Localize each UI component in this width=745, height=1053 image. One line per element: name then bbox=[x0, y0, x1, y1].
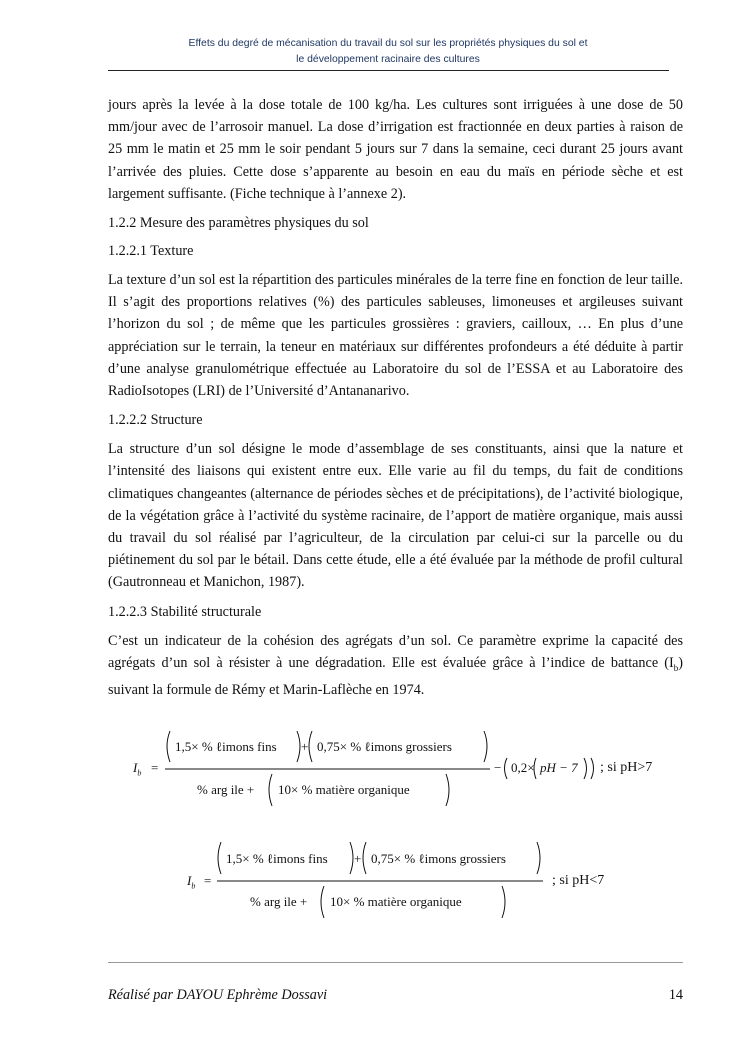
battance-subscript: b bbox=[673, 662, 679, 673]
formula2-paren-open-b bbox=[363, 842, 366, 874]
header-line-1: Effets du degré de mécanisation du travail du sol sur les propriétés physiques du sol et bbox=[188, 38, 588, 49]
formula1-denominator-b: 10× % matière organique bbox=[278, 782, 410, 797]
formula2-numerator-b: 0,75× % ℓimons grossiers bbox=[371, 851, 506, 866]
formula1-lhs: $I_b$ bbox=[133, 760, 142, 778]
subsection-heading-texture: 1.2.2.1 Texture bbox=[108, 243, 194, 260]
formula2-paren-close-c bbox=[502, 886, 505, 918]
formula2-paren-close-b bbox=[537, 842, 540, 874]
formula1-numerator-a: 1,5× % ℓimons fins bbox=[175, 739, 277, 754]
section-heading-1-2-2: 1.2.2 Mesure des paramètres physiques du sol bbox=[108, 215, 369, 232]
subsection-heading-structure: 1.2.2.2 Structure bbox=[108, 412, 203, 429]
paragraph-stabilite-part-b: ) suivant la formule de Rémy et Marin-Laflèche en 1974. bbox=[108, 654, 683, 698]
formula1-numerator-b: 0,75× % ℓimons grossiers bbox=[317, 739, 452, 754]
formula2-numerator-a: 1,5× % ℓimons fins bbox=[226, 851, 328, 866]
formula1-equals: = bbox=[151, 760, 159, 775]
formula1-condition: ; si pH>7 bbox=[600, 760, 653, 775]
formula1-minus: − bbox=[494, 760, 502, 775]
formula2-equals: = bbox=[204, 873, 212, 888]
header-line-2: le développement racinaire des cultures bbox=[296, 54, 480, 65]
page-number: 14 bbox=[668, 987, 683, 1003]
footer-rule bbox=[108, 962, 683, 963]
formula2-plus: + bbox=[354, 851, 362, 866]
paragraph-structure: La structure d’un sol désigne le mode d’assemblage de ses constituants, ainsi que la nature et l’intensité des liaisons qui existent entre eux. Elle varie au fil du temps, du fait de conditions climatiques changeantes (alternance de périodes sèches et de précipitations), de l’activité biologique, de la végétation grâce à l’activité du système racinaire, de l’apport de matière organique, mais aussi du travail du sol réalisé par l’agriculteur, de la circulation par celui-ci sur la parcelle ou du piétinement du sol par le bétail. Dans cette étude, elle a été évaluée par la méthode de profil cultural (Gautronneau et Manichon, 1987). bbox=[108, 441, 683, 591]
formula2-paren-close-a bbox=[350, 842, 353, 874]
formula2-denominator-b: 10× % matière organique bbox=[330, 894, 462, 909]
paragraph-irrigation: jours après la levée à la dose totale de 100 kg/ha. Les cultures sont irriguées à une dose de 50 mm/jour avec de l’arrosoir manuel. La dose d’irrigation est fractionnée en deux parties à raison de 25 mm le matin et 25 mm le soir pendant 5 jours sur 7 dans la semaine, ceci durant 25 jours avant l’arrivée des pluies. Cette dose s’apparente au besoin en eau du maïs en période sèche et est largement suffisante. (Fiche technique à l’annexe 2). bbox=[108, 97, 683, 202]
paragraph-texture: La texture d’un sol est la répartition des particules minérales de la terre fine en fonction de leur taille. Il s’agit des proportions relatives (%) des particules sableuses, limoneuses et argileuses suivant l’horizon du sol ; de même que les particules grossières : graviers, cailloux, … En plus d’une appréciation sur le terrain, la teneur en matériaux sur différentes profondeurs a été déduite à partir d’une analyse granulométrique effectuée au Laboratoire du sol de l’ESSA et au Laboratoire des RadioIsotopes (LRI) de l’Université d’Antananarivo. bbox=[108, 272, 683, 400]
formula2-condition: ; si pH<7 bbox=[552, 873, 605, 888]
subsection-heading-stabilite: 1.2.2.3 Stabilité structurale bbox=[108, 603, 262, 620]
formula2-paren-open-a bbox=[218, 842, 221, 874]
footer-author: Réalisé par DAYOU Ephrème Dossavi bbox=[108, 987, 328, 1003]
formula1-tail: 0,2× bbox=[511, 760, 535, 775]
formula2-denominator-a: % arg ile + bbox=[250, 894, 308, 909]
paragraph-stabilite-part-a: C’est un indicateur de la cohésion des agrégats d’un sol. Ce paramètre exprime la capacité des agrégats d’un sol à résister à une dégradation. Elle est évaluée grâce à l’indice de battance (I bbox=[108, 632, 683, 671]
formula2-paren-open-c bbox=[321, 886, 324, 918]
formula1-plus: + bbox=[301, 739, 309, 754]
formula1-tail-inner: pH − 7 bbox=[540, 760, 578, 775]
formula2-lhs: $I_b$ bbox=[187, 873, 196, 891]
formula1-denominator-a: % arg ile + bbox=[197, 782, 255, 797]
